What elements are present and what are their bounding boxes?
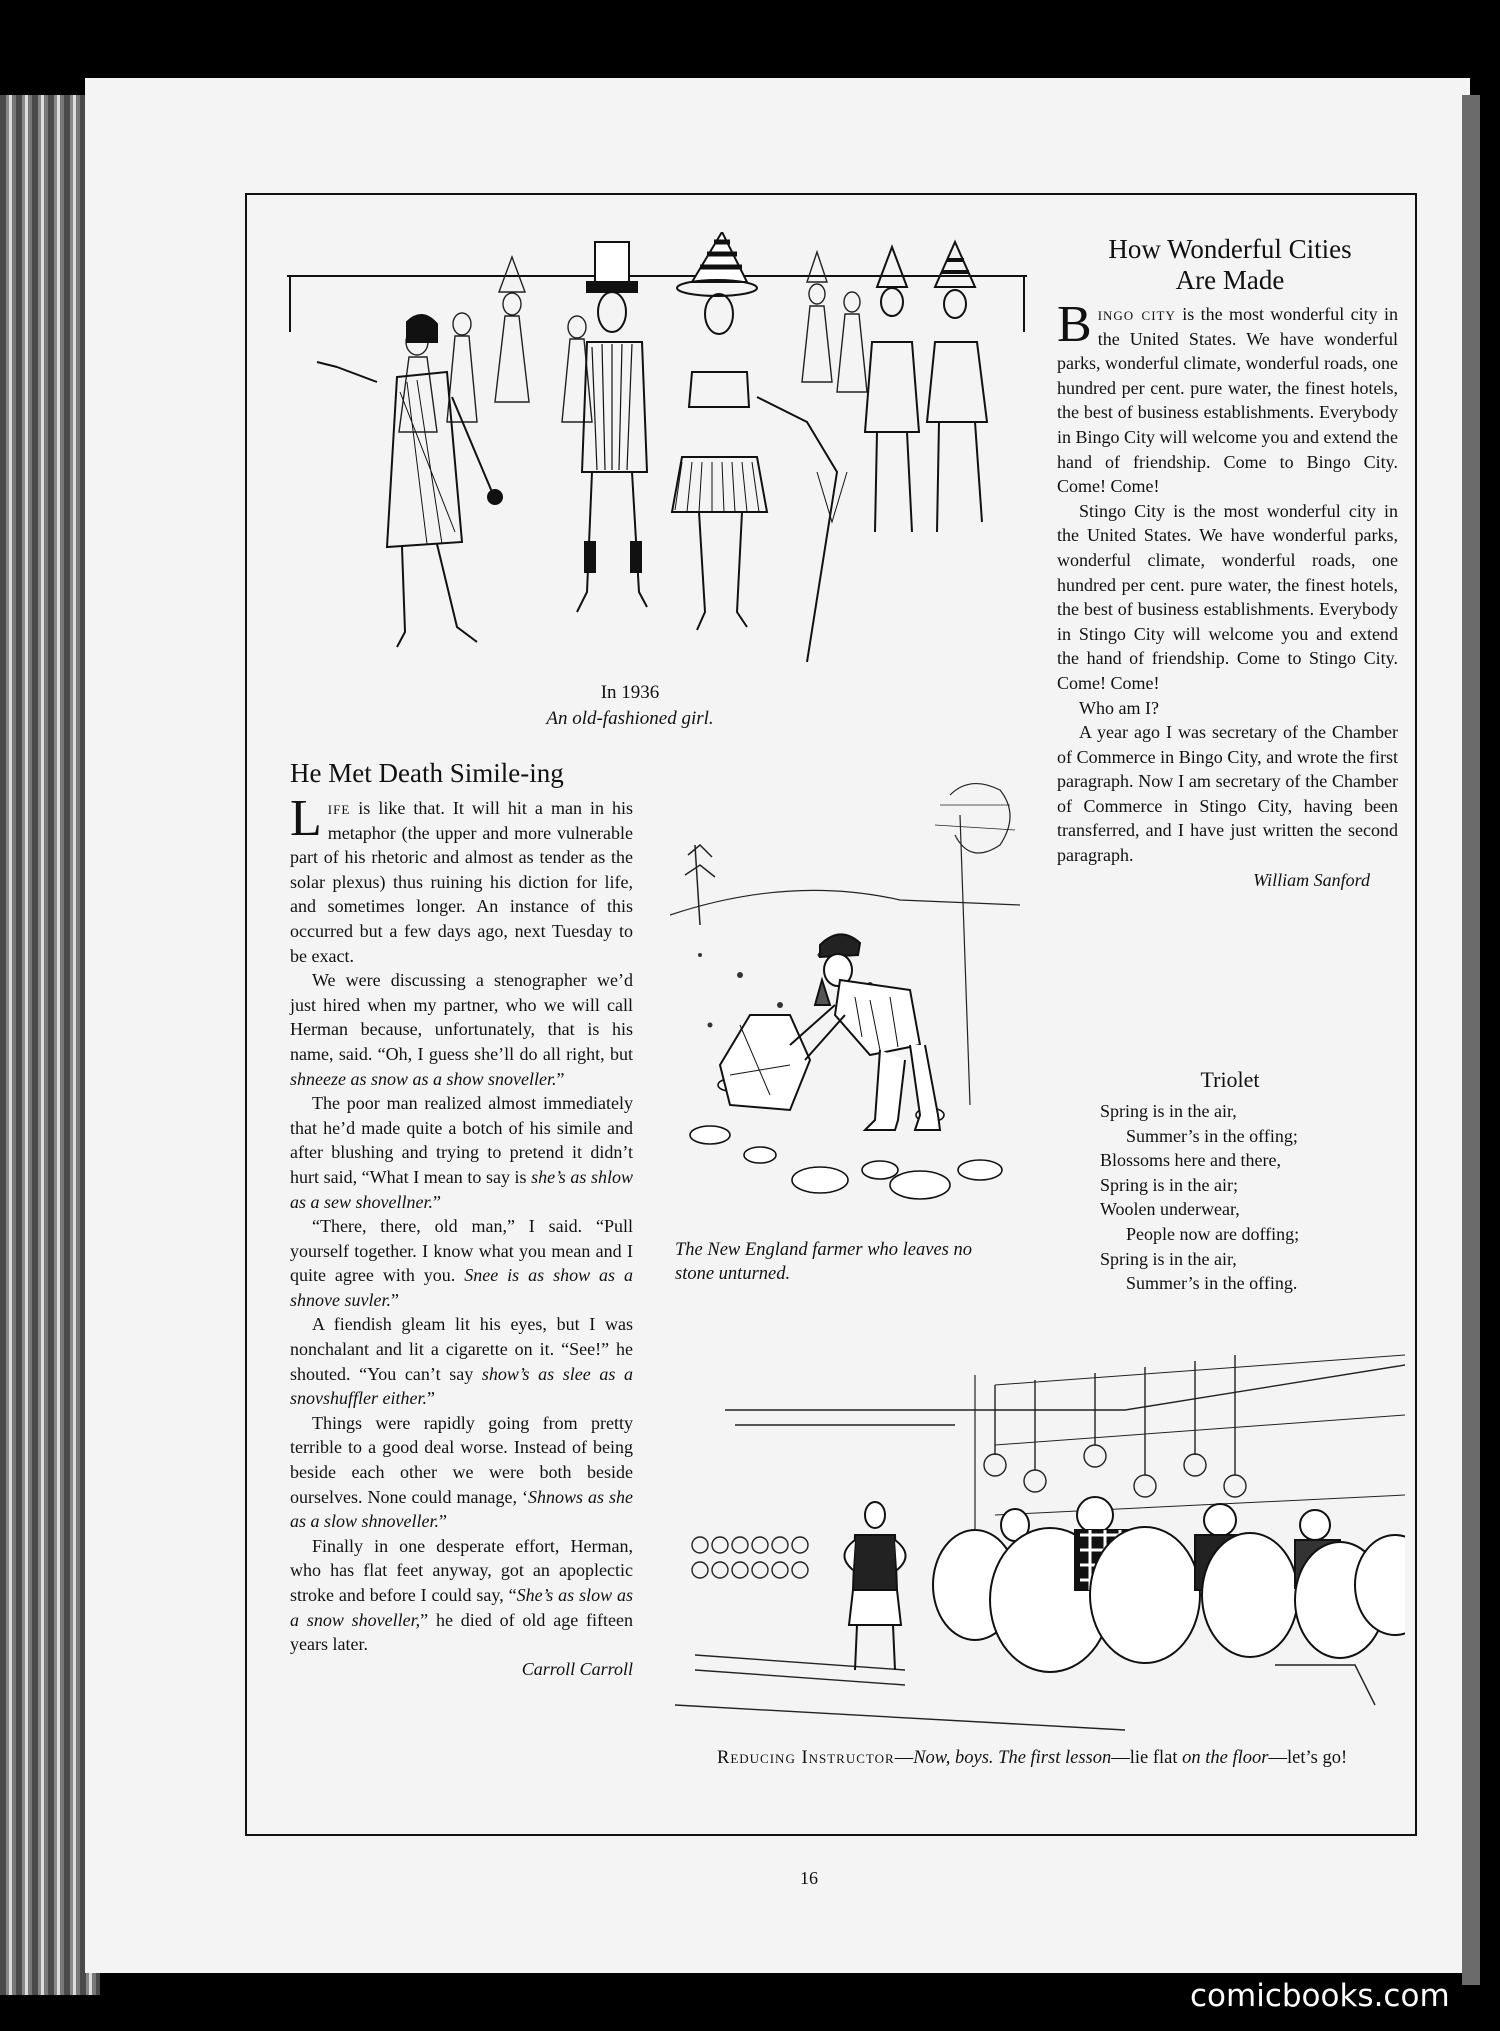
triolet-line: People now are doffing; [1126,1223,1300,1244]
flappers-cartoon [287,232,1027,662]
farmer-cartoon [670,775,1020,1235]
simile-paragraph-1 [290,790,633,968]
cities-paragraph-2: Stingo City is the most wonderful city in the United States. We have wonderful parks, wonderful climate, wonderful roads, one hundred per cent. pure water, the finest hotels, the best of business establishments. Everybody in Stingo City will welcome you and extend the hand of friendship. Come to Stingo City. Come! Come! [1057,500,1398,693]
simile-paragraph-4: “There, there, old man,” I said. “Pull yourself together. I know what you mean and I quite agree with you. Snee is as show as a shnove suvler.” [290,1216,633,1310]
cartoon1-caption [470,680,790,732]
cities-title [1060,234,1400,296]
gym-speaker: Reducing Instructor [717,1748,895,1768]
simile-author: Carroll Carroll [521,1658,633,1679]
triolet-line: Summer’s in the offing. [1126,1273,1298,1294]
book-right-edge [1462,95,1480,1985]
cities-lead: ingo city [1097,304,1176,324]
page-border-bottom [245,1834,1417,1836]
simile-p1-text: is like that. It will hit a man in his metaphor (the upper and more vulnerable part of his rhetoric and almost as tender as the solar plexus) thus ruining his diction for life, and sometimes longer. An instance of this occurred but a few days ago, next Tuesday to be exact. [290,798,633,966]
simile-lead: ife [327,798,351,818]
simile-paragraph-7: Finally in one desperate effort, Herman, who has flat feet anyway, got an apoplectic stroke and before I could say, “She’s as slow as a snow shoveller,” he died of old age fifteen years later. [290,1535,633,1655]
farmer-caption: The New England farmer who leaves no stone unturned. [675,1240,973,1284]
cartoon1-caption-line1: In 1936 [600,682,660,703]
triolet-line: Spring is in the air, [1100,1101,1237,1121]
cities-author: William Sanford [1253,869,1370,890]
cities-paragraph-1: Bingo city is the most wonderful city in the United States. We have wonderful parks, wonderful climate, wonderful roads, one hundred per cent. pure water, the finest hotels, the best of business establishments. Everybody in Bingo City will welcome you and extend the hand of friendship. Come to Bingo City. Come! Come! [1057,296,1398,497]
triolet-line: Woolen underwear, [1100,1199,1240,1220]
cities-title-line1: How Wonderful Cities [1108,234,1352,264]
simile-paragraph-5: A fiendish gleam lit his eyes, but I was nonchalant and lit a cigarette on it. “See!” he shouted. “You can’t say show’s as slee as a snovshuffler either.” [290,1314,634,1409]
page-border-left [245,193,247,1836]
triolet-line: Spring is in the air, [1100,1248,1237,1269]
site-watermark: comicbooks.com [1190,1978,1450,2014]
cartoon1-caption-line2: An old-fashioned girl. [546,708,714,729]
triolet-line: Blossoms here and there, [1100,1150,1281,1171]
triolet-line: Summer’s in the offing; [1126,1125,1298,1146]
simile-paragraph-6: Things were rapidly going from pretty terrible to a good deal worse. Instead of being beside each other we were both beside ourselves. None could manage, ‘Shnows as she as a slow shnoveller.” [290,1412,633,1532]
gym-cartoon [675,1325,1405,1745]
cities-title-line2: Are Made [1175,265,1285,295]
page-number: 16 [800,1868,818,1888]
simile-title: He Met Death Simile-ing [290,758,564,788]
simile-paragraph-2: We were discussing a stenographer we’d just hired when my partner, who we will call Herman because, unfortunately, that is his name, said. “Oh, I guess she’ll do all right, but shneeze as snow as a show snoveller.” [290,970,633,1089]
page-border [245,193,1415,195]
cities-paragraph-3: Who am I? [1079,697,1159,718]
cities-paragraph-4: A year ago I was secretary of the Chamber of Commerce in Bingo City, and wrote the first paragraph. Now I am secretary of the Chamber of Commerce in Stingo City, having been transferred, and I have just written the second paragraph. [1057,722,1398,866]
simile-dropcap: L [290,790,322,847]
simile-article [290,790,634,1681]
cities-dropcap: B [1057,296,1092,353]
cities-article [1057,296,1398,892]
simile-paragraph-3: The poor man realized almost immediately that he’d made quite a botch of his simile and after blushing and trying to pretend it didn’t hurt said, “What I mean to say is she’s as shlow as a sew shovellner.” [290,1093,633,1212]
triolet-title: Triolet [1200,1067,1260,1092]
triolet-line: Spring is in the air; [1100,1174,1238,1195]
page-border-right [1415,193,1417,1836]
gym-caption: Reducing Instructor—Now, boys. The first lesson—lie flat on the floor—let’s go! [717,1748,1348,1768]
triolet-poem [1100,1099,1400,1296]
